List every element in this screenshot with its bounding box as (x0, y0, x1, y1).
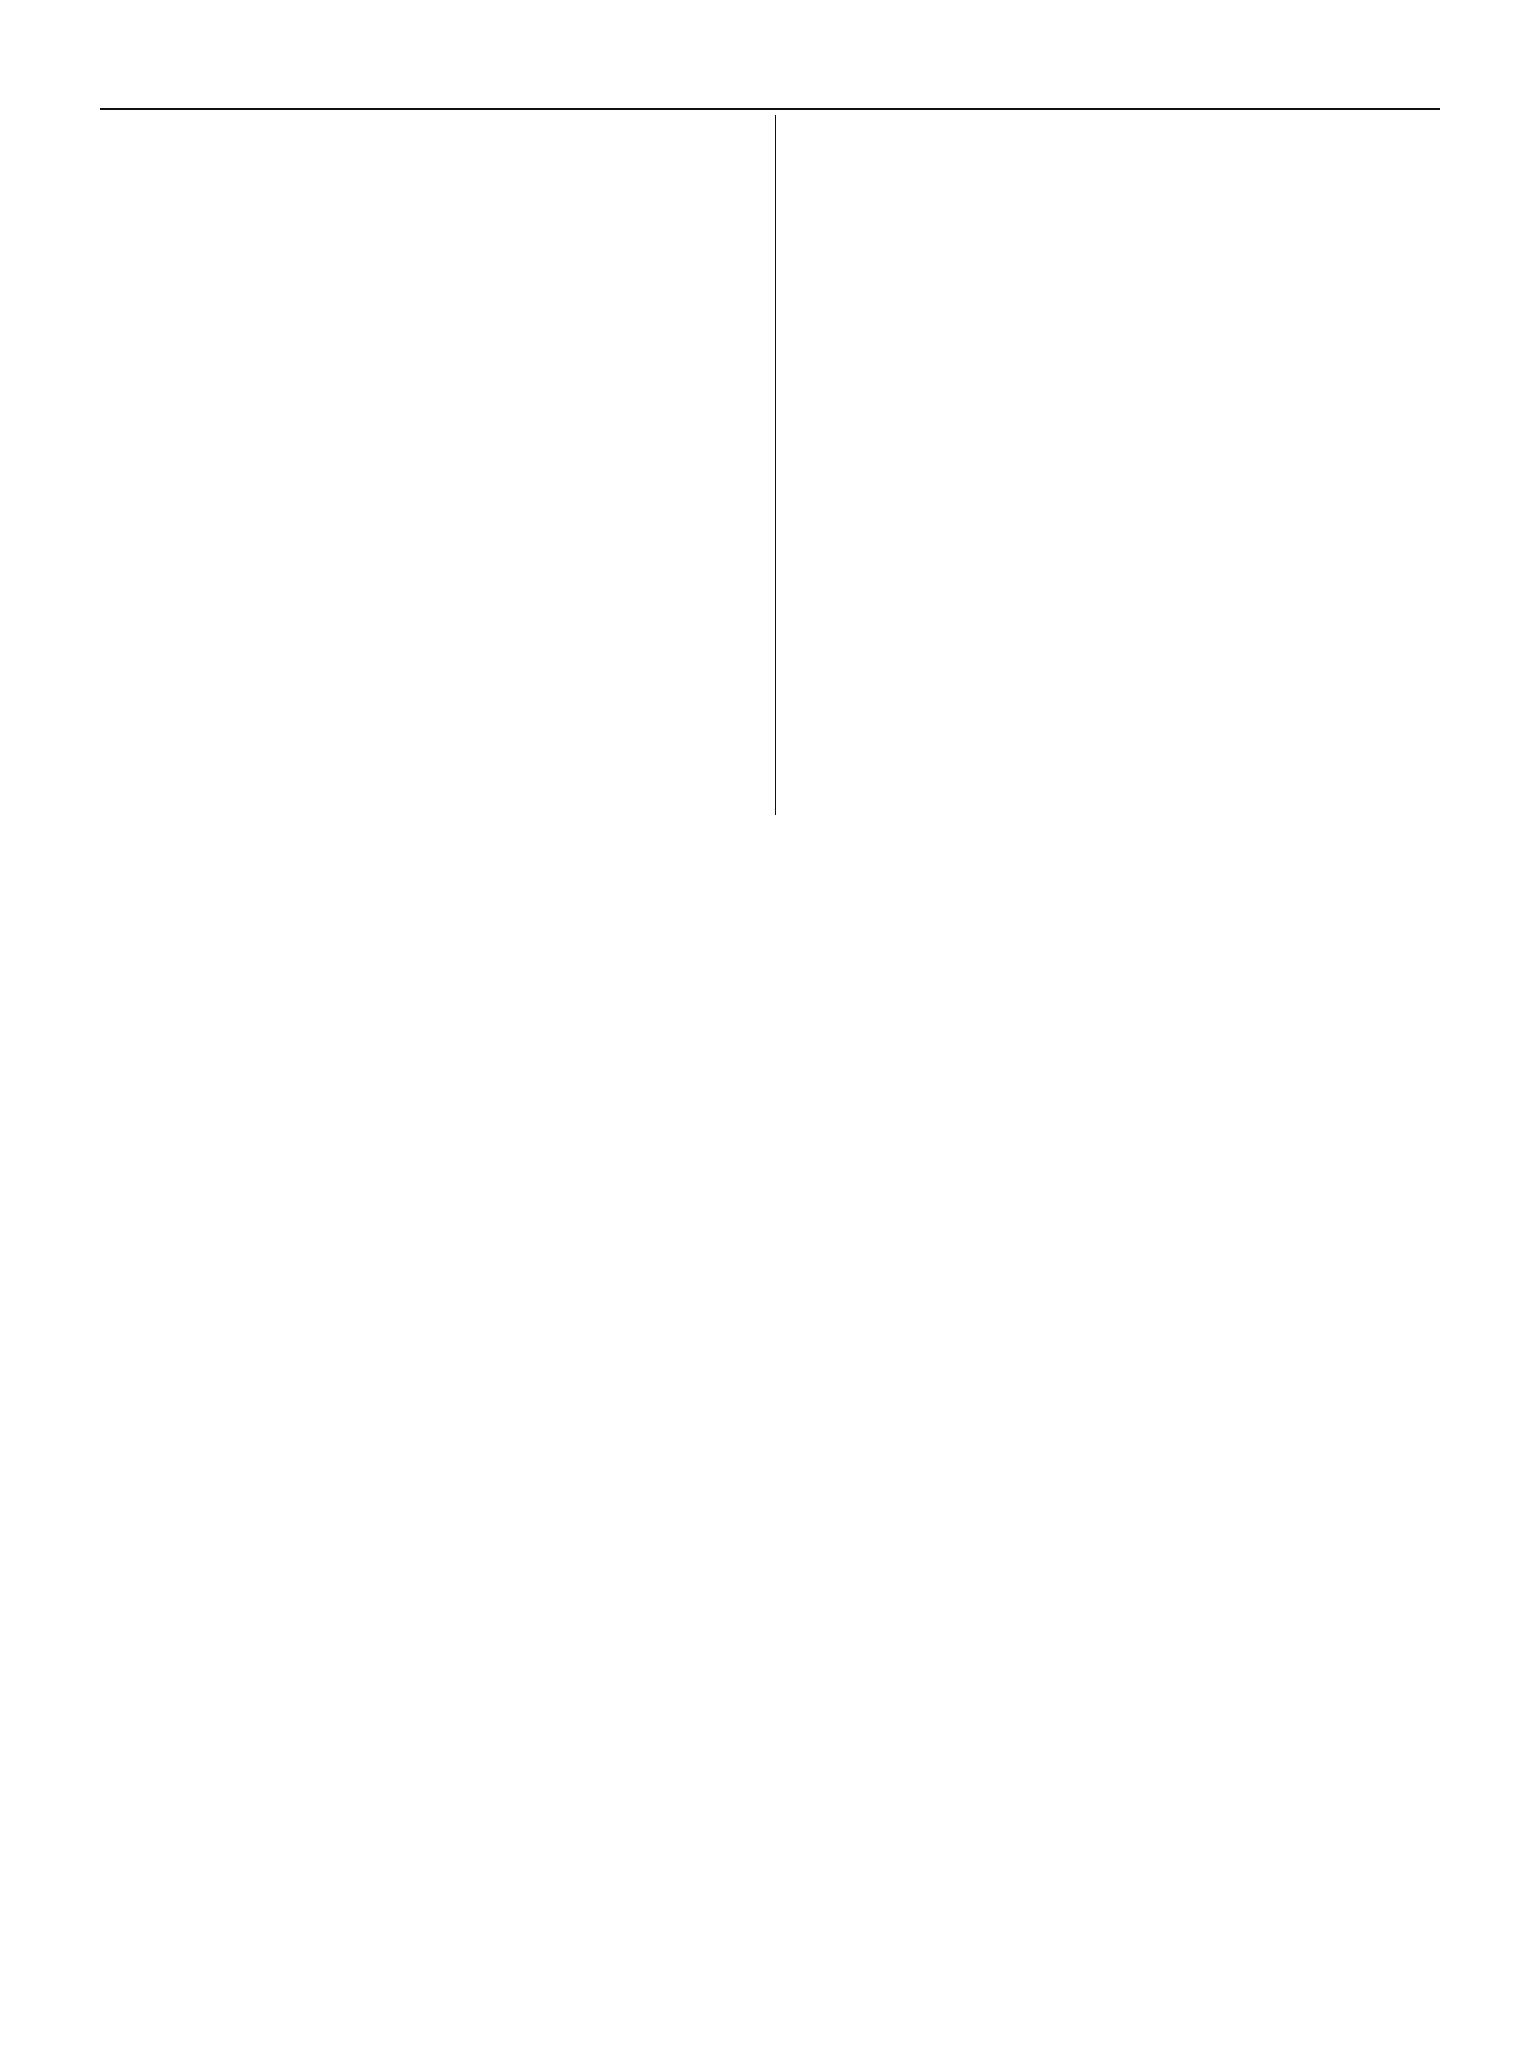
takigi-headline (710, 122, 772, 502)
column-divider (775, 115, 776, 815)
lifelong-schedule-3 (890, 122, 985, 805)
header-rule (100, 108, 1440, 110)
takigi-subhead (670, 150, 708, 510)
newspaper-page (100, 60, 1440, 1970)
takigi-body-3 (675, 520, 770, 810)
lifelong-body-2 (990, 122, 1190, 380)
lifelong-headline (1385, 122, 1435, 502)
lifelong-body-1 (1200, 122, 1380, 380)
takigi-body-2 (425, 122, 540, 582)
lifelong-schedule-1 (1200, 390, 1380, 805)
lifelong-schedule-4 (780, 122, 880, 805)
lifelong-schedule-2 (990, 390, 1190, 805)
takigi-body-1 (545, 122, 665, 582)
lifelong-subhead (1385, 510, 1435, 590)
page-header (100, 72, 1440, 104)
